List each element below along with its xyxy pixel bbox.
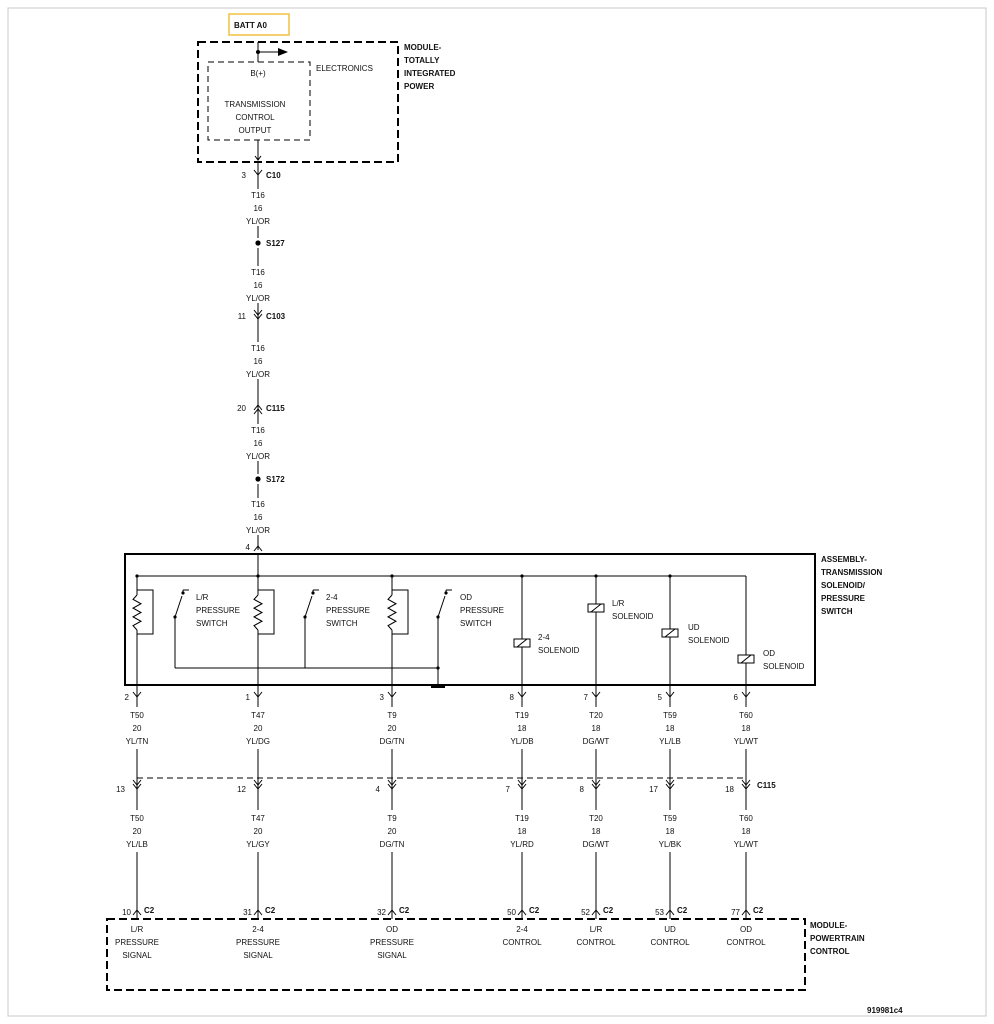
wire-color: YL/TN [125, 737, 149, 746]
wire-gauge: 20 [132, 724, 142, 733]
solenoid-label-line: SOLENOID [612, 612, 654, 621]
pcm-function-label: CONTROL [726, 938, 766, 947]
wire-gauge: 20 [387, 827, 397, 836]
switch-label-line: SWITCH [326, 619, 358, 628]
wire-color: DG/WT [582, 840, 610, 849]
wire-circuit: T16 [251, 500, 265, 509]
pcm-pin: 50 [507, 908, 516, 917]
solenoid-label-line: L/R [612, 599, 625, 608]
pcm-function-label: PRESSURE [369, 938, 415, 947]
pcm-function-label: SIGNAL [243, 951, 273, 960]
wire-gauge: 18 [665, 724, 675, 733]
pcm-function-label: PRESSURE [235, 938, 281, 947]
assembly-name-line: SOLENOID/ [821, 581, 866, 590]
pcm-connector-name: C2 [399, 906, 410, 915]
pcm-function-label: SIGNAL [377, 951, 407, 960]
wire-gauge: 18 [517, 827, 527, 836]
circuit-column [502, 685, 542, 947]
assembly-name [821, 555, 883, 616]
wire-color: YL/WT [733, 737, 759, 746]
wire-gauge: 16 [253, 513, 263, 522]
circuit-column [649, 685, 690, 947]
wire-circuit: T60 [739, 814, 753, 823]
resistor-icon [388, 595, 396, 630]
pcm-function-label: 2-4 [252, 925, 264, 934]
pcm-function-label: 2-4 [516, 925, 528, 934]
pcm-name [810, 921, 865, 956]
assembly-pin: 7 [583, 693, 588, 702]
connector-pin: 20 [237, 404, 246, 413]
pcm-function-label: OD [386, 925, 398, 934]
pcm-name-line: MODULE- [810, 921, 848, 930]
batt-label: BATT A0 [234, 21, 267, 30]
tipm-name-line: POWER [404, 82, 435, 91]
wire-gauge: 16 [253, 357, 263, 366]
wire-color: YL/RD [510, 840, 534, 849]
pcm-function-label: OD [740, 925, 752, 934]
pcm-pin: 32 [377, 908, 386, 917]
wire-circuit: T16 [251, 191, 265, 200]
assembly-name-line: PRESSURE [821, 594, 866, 603]
splice-dot [255, 240, 260, 245]
resistor-icon [133, 595, 141, 630]
wire-gauge: 18 [665, 827, 675, 836]
wire-gauge: 18 [741, 827, 751, 836]
connector-pin: 3 [241, 171, 246, 180]
pcm-connector-name: C2 [265, 906, 276, 915]
wire-gauge: 18 [517, 724, 527, 733]
pcm-connector-name: C2 [753, 906, 764, 915]
pcm-function-label: PRESSURE [114, 938, 160, 947]
pcm-function-label: SIGNAL [122, 951, 152, 960]
tipm-name [404, 43, 456, 91]
wire-circuit: T60 [739, 711, 753, 720]
assembly-internals [133, 554, 805, 687]
assembly-pin: 2 [124, 693, 129, 702]
wire-gauge: 18 [741, 724, 751, 733]
wire-circuit: T16 [251, 426, 265, 435]
c115-pin: 7 [505, 785, 510, 794]
wire-gauge: 20 [132, 827, 142, 836]
upper-wire-run [237, 170, 286, 552]
connector-pin: 11 [237, 312, 246, 321]
switch-label-line: PRESSURE [326, 606, 371, 615]
wire-circuit: T16 [251, 344, 265, 353]
pcm-connector-name: C2 [529, 906, 540, 915]
connector-name: C115 [266, 404, 285, 413]
wire-circuit: T16 [251, 268, 265, 277]
c115-pin: 12 [237, 785, 246, 794]
connector-name: C10 [266, 171, 281, 180]
pressure-switch-icon [305, 596, 312, 617]
wire-circuit: T50 [130, 814, 144, 823]
wire-color: YL/GY [246, 840, 270, 849]
switch-label-line: PRESSURE [196, 606, 241, 615]
pcm-connector-name: C2 [677, 906, 688, 915]
wire-color: YL/DG [245, 737, 271, 746]
assembly-name-line: TRANSMISSION [821, 568, 883, 577]
wire-color: DG/TN [379, 737, 405, 746]
wire-color: YL/WT [733, 840, 759, 849]
assembly-input-pin: 4 [245, 543, 250, 552]
wire-color: YL/OR [245, 370, 271, 379]
pcm-name-line: CONTROL [810, 947, 850, 956]
circuit-column [725, 685, 766, 947]
wire-circuit: T20 [589, 814, 603, 823]
c115-connector-name: C115 [757, 781, 776, 790]
wire-color: DG/TN [379, 840, 405, 849]
pcm-pin: 53 [655, 908, 664, 917]
assembly-name-line: ASSEMBLY- [821, 555, 867, 564]
wire-circuit: T9 [387, 711, 397, 720]
c115-pin: 4 [375, 785, 380, 794]
output-label-line: OUTPUT [238, 126, 272, 135]
wire-gauge: 16 [253, 281, 263, 290]
pcm-pin: 10 [122, 908, 131, 917]
output-arrow-icon [278, 48, 288, 56]
c115-pin: 8 [579, 785, 584, 794]
switch-label-line: 2-4 [326, 593, 338, 602]
connector-name: C103 [266, 312, 286, 321]
tipm-name-line: MODULE- [404, 43, 442, 52]
output-label-line: TRANSMISSION [224, 100, 286, 109]
wire-color: YL/DB [510, 737, 534, 746]
electronics-label: ELECTRONICS [316, 64, 373, 73]
assembly-pin: 3 [379, 693, 384, 702]
assembly-pin: 8 [509, 693, 514, 702]
assembly-name-line: SWITCH [821, 607, 853, 616]
pcm-connector-name: C2 [603, 906, 614, 915]
wire-color: YL/OR [245, 217, 271, 226]
switch-label-line: OD [460, 593, 472, 602]
circuit-column [576, 685, 616, 947]
pressure-switch-icon [175, 596, 182, 617]
solenoid-label-line: 2-4 [538, 633, 550, 642]
pcm-function-label: CONTROL [502, 938, 542, 947]
wire-gauge: 16 [253, 204, 263, 213]
bplus-label: B(+) [250, 69, 266, 78]
wire-circuit: T59 [663, 711, 677, 720]
wire-color: YL/BK [658, 840, 682, 849]
assembly-pin: 6 [733, 693, 738, 702]
resistor-icon [254, 595, 262, 630]
wire-color: YL/OR [245, 526, 271, 535]
switch-label-line: SWITCH [460, 619, 492, 628]
wire-gauge: 16 [253, 439, 263, 448]
wire-color: DG/WT [582, 737, 610, 746]
solenoid-label-line: SOLENOID [538, 646, 580, 655]
solenoid-label-line: OD [763, 649, 775, 658]
pressure-switch-icon [438, 596, 445, 617]
switch-label-line: PRESSURE [460, 606, 505, 615]
wire-gauge: 20 [253, 827, 263, 836]
wire-circuit: T9 [387, 814, 397, 823]
assembly-pin: 1 [245, 693, 250, 702]
wire-gauge: 18 [591, 724, 601, 733]
c115-pin: 17 [649, 785, 658, 794]
wire-color: YL/OR [245, 452, 271, 461]
wire-gauge: 20 [387, 724, 397, 733]
pcm-function-label: L/R [589, 925, 603, 934]
wire-color: YL/LB [126, 840, 148, 849]
splice-dot [255, 476, 260, 481]
switch-label-line: L/R [196, 593, 209, 602]
pcm-function-label: L/R [130, 925, 144, 934]
wire-circuit: T50 [130, 711, 144, 720]
switch-label-line: SWITCH [196, 619, 228, 628]
tipm-name-line: INTEGRATED [404, 69, 456, 78]
wire-circuit: T19 [515, 814, 529, 823]
c115-pin: 13 [116, 785, 125, 794]
c115-pin: 18 [725, 785, 734, 794]
solenoid-label-line: SOLENOID [688, 636, 730, 645]
wire-circuit: T47 [251, 711, 265, 720]
wire-circuit: T59 [663, 814, 677, 823]
wire-circuit: T19 [515, 711, 529, 720]
figure-id: 919981c4 [867, 1006, 903, 1015]
splice-name: S127 [266, 239, 285, 248]
solenoid-label-line: SOLENOID [763, 662, 805, 671]
assembly-pin: 5 [657, 693, 662, 702]
pcm-function-label: CONTROL [650, 938, 690, 947]
pcm-pin: 52 [581, 908, 590, 917]
wire-circuit: T20 [589, 711, 603, 720]
wire-circuit: T47 [251, 814, 265, 823]
wire-gauge: 20 [253, 724, 263, 733]
pcm-function-label: UD [664, 925, 676, 934]
output-label-line: CONTROL [235, 113, 275, 122]
wire-gauge: 18 [591, 827, 601, 836]
tipm-name-line: TOTALLY [404, 56, 440, 65]
pcm-connector-name: C2 [144, 906, 155, 915]
pcm-function-label: CONTROL [576, 938, 616, 947]
wire-color: YL/LB [659, 737, 681, 746]
pcm-name-line: POWERTRAIN [810, 934, 865, 943]
pcm-module-box[interactable] [107, 919, 805, 990]
solenoid-label-line: UD [688, 623, 700, 632]
pcm-pin: 77 [731, 908, 740, 917]
pcm-pin: 31 [243, 908, 252, 917]
wire-color: YL/OR [245, 294, 271, 303]
diagram-frame [8, 8, 986, 1016]
splice-name: S172 [266, 475, 285, 484]
